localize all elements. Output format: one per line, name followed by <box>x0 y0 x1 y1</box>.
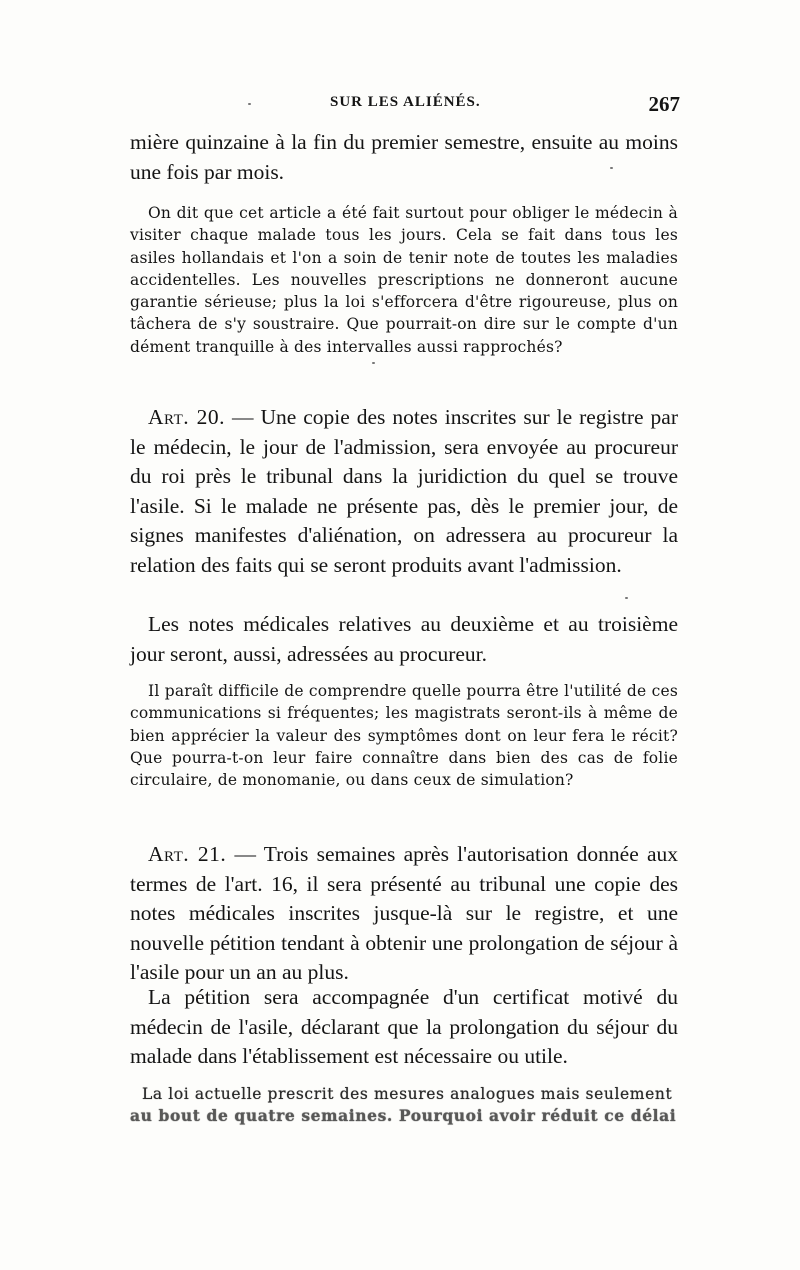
paragraph-article-21 <box>130 840 678 988</box>
running-head <box>130 92 680 116</box>
page-number: 267 <box>648 92 680 116</box>
print-speck <box>625 597 628 599</box>
article-21-label: Art. 21. <box>148 842 227 866</box>
paragraph-commentary-article-21-line-1: La loi actuelle prescrit des mesures analogues mais seulement <box>142 1085 673 1103</box>
paragraph-commentary-article-19: On dit que cet article a été fait surtout pour obliger le médecin à visiter chaque malade tous les jours. Cela se fait dans tous les asiles hollandais et l'on a soin de tenir note de toutes les maladies accidentelles. Les nouvelles prescriptions ne donneront aucune garantie sérieuse; plus la loi s'efforcera d'être rigoureuse, plus on tâchera de s'y soustraire. Que pourrait-on dire sur le compte d'un dément tranquille à des intervalles aussi rapprochés? <box>130 204 678 356</box>
paragraph-commentary-article-20: Il paraît difficile de comprendre quelle pourra être l'utilité de ces communications si fréquentes; les magistrats seront-ils à même de bien apprécier la valeur des symptômes dont on leur fera le récit? Que pourra-t-on leur faire connaître dans bien des cas de folie circulaire, de monomanie, ou dans ceux de simulation? <box>130 682 678 790</box>
article-20-text: — Une copie des notes inscrites sur le registre par le médecin, le jour de l'admission, sera envoyée au procureur du roi près le tribunal dans la juridiction du quel se trouve l'asile. Si le malade ne présente pas, dès le premier jour, de signes manifestes d'aliénation, on adressera au procureur la relation des faits qui se seront produits avant l'admission. <box>130 405 678 577</box>
paragraph-continuation: mière quinzaine à la fin du premier semestre, ensuite au moins une fois par mois. <box>130 130 678 184</box>
paragraph-commentary-article-21-line-2: au bout de quatre semaines. Pourquoi avoir réduit ce délai <box>130 1106 677 1125</box>
article-21-text: — Trois semaines après l'autorisation donnée aux termes de l'art. 16, il sera présenté au tribunal une copie des notes médicales inscrites jusque-là sur le registre, et une nouvelle pétition tendant à obtenir une prolongation de séjour à l'asile pour un an au plus. <box>130 842 679 985</box>
print-speck <box>372 362 375 364</box>
paragraph-medical-notes: Les notes médicales relatives au deuxième et au troisième jour seront, aussi, adressées au procureur. <box>130 612 678 666</box>
print-speck <box>610 167 613 169</box>
paragraph-petition: La pétition sera accompagnée d'un certificat motivé du médecin de l'asile, déclarant que la prolongation du séjour du malade dans l'établissement est nécessaire ou utile. <box>130 985 678 1069</box>
paragraph-article-20 <box>130 403 678 581</box>
article-20-label: Art. 20. <box>148 405 226 429</box>
running-title: SUR LES ALIÉNÉS. <box>330 94 481 110</box>
print-speck <box>248 103 251 105</box>
